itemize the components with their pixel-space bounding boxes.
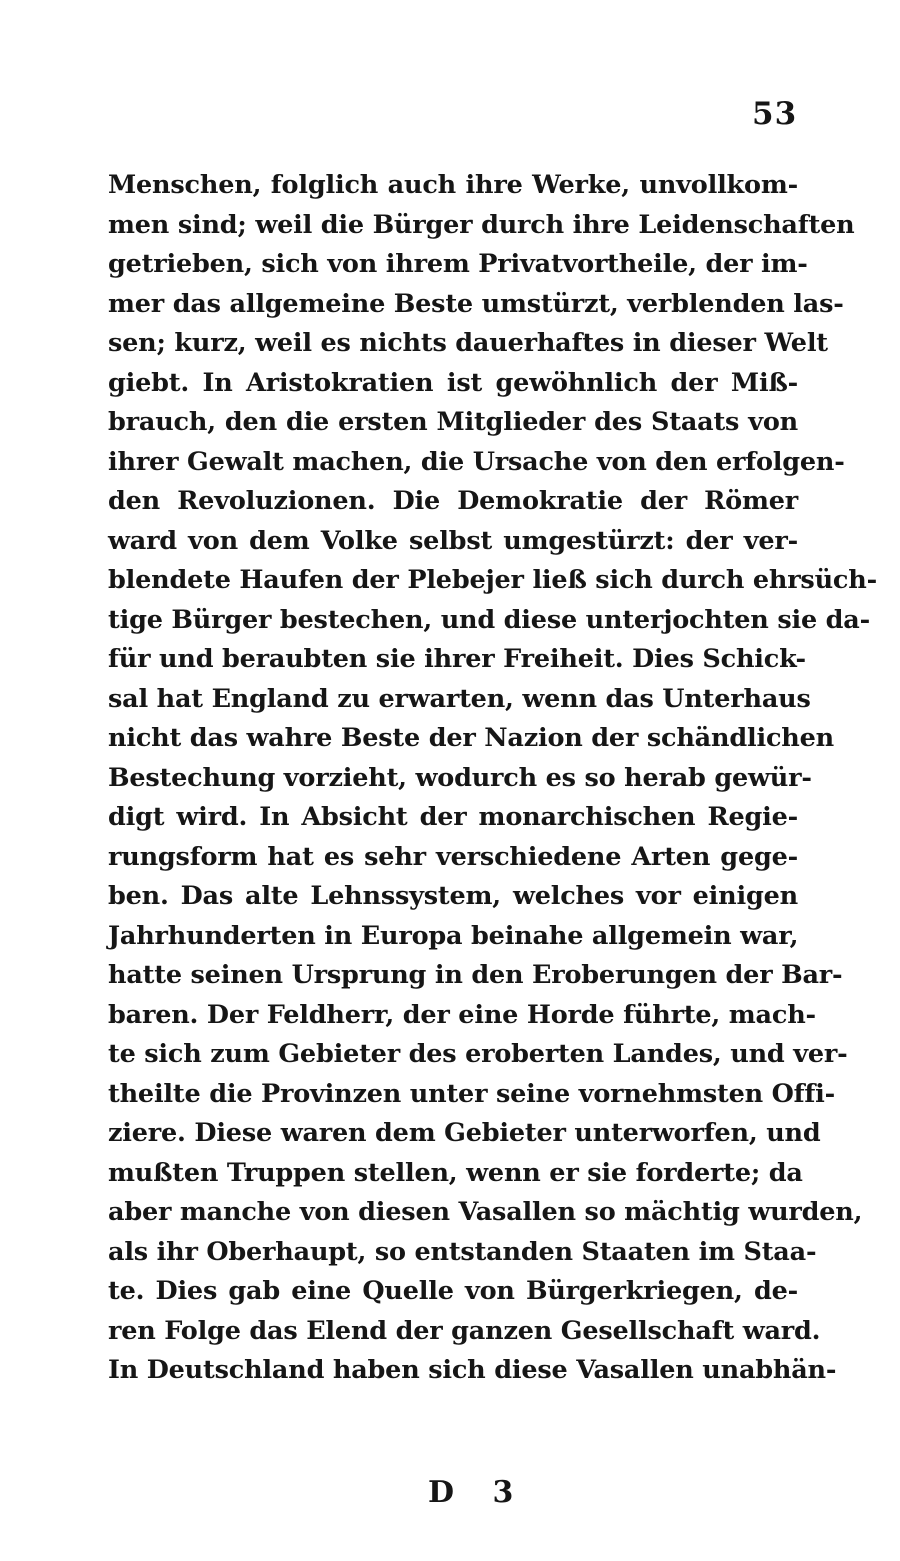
text-line: sen; kurz, weil es nichts dauerhaftes in dieser Welt <box>108 328 828 358</box>
text-line: brauch, den die ersten Mitglieder des Staats von <box>108 407 798 437</box>
text-line: In Deutschland haben sich diese Vasallen unabhän- <box>108 1355 837 1385</box>
text-line: men sind; weil die Bürger durch ihre Leidenschaften <box>108 209 855 240</box>
text-line: hatte seinen Ursprung in den Eroberungen der Bar- <box>108 960 843 990</box>
text-line: ziere. Diese waren dem Gebieter unterworfen, und <box>108 1118 821 1148</box>
text-line: für und beraubten sie ihrer Freiheit. Dies Schick- <box>108 644 806 674</box>
text-line: ihrer Gewalt machen, die Ursache von den erfolgen- <box>108 446 845 477</box>
text-line: sal hat England zu erwarten, wenn das Unterhaus <box>108 683 811 714</box>
text-line: baren. Der Feldherr, der eine Horde führte, mach- <box>108 999 816 1030</box>
text-line: giebt. In Aristokratien ist gewöhnlich der Miß- <box>108 367 798 398</box>
text-line: Jahrhunderten in Europa beinahe allgemein war, <box>108 920 799 951</box>
page-number: 53 <box>752 96 798 132</box>
text-line: rungsform hat es sehr verschiedene Arten gege- <box>108 841 798 872</box>
text-line: ward von dem Volke selbst umgestürzt: der ver- <box>108 525 798 556</box>
text-line: ben. Das alte Lehnssystem, welches vor einigen <box>108 881 798 911</box>
text-line: digt wird. In Absicht der monarchischen Regie- <box>108 802 798 832</box>
signature-mark: D 3 <box>428 1475 528 1510</box>
text-line: theilte die Provinzen unter seine vornehmsten Offi- <box>108 1078 836 1109</box>
text-line: aber manche von diesen Vasallen so mächtig wurden, <box>108 1197 863 1227</box>
text-line: nicht das wahre Beste der Nazion der schändlichen <box>108 723 834 753</box>
text-line: tige Bürger bestechen, und diese unterjochten sie da- <box>108 604 870 635</box>
text-line: mer das allgemeine Beste umstürzt, verblenden las- <box>108 288 844 319</box>
text-line: Menschen, folglich auch ihre Werke, unvollkom- <box>108 170 798 200</box>
text-line: getrieben, sich von ihrem Privatvortheile, der im- <box>108 249 808 279</box>
text-line: te. Dies gab eine Quelle von Bürgerkriegen, de- <box>108 1276 798 1306</box>
text-line: ren Folge das Elend der ganzen Gesellschaft ward. <box>108 1315 821 1346</box>
text-line: te sich zum Gebieter des eroberten Landes, und ver- <box>108 1039 848 1069</box>
text-line: blendete Haufen der Plebejer ließ sich durch ehrsüch- <box>108 565 877 595</box>
text-line: Bestechung vorzieht, wodurch es so herab gewür- <box>108 762 812 793</box>
text-line: als ihr Oberhaupt, so entstanden Staaten im Staa- <box>108 1236 817 1267</box>
body-text <box>108 166 877 1391</box>
text-line: mußten Truppen stellen, wenn er sie forderte; da <box>108 1157 803 1188</box>
text-line: den Revoluzionen. Die Demokratie der Römer <box>108 486 798 516</box>
